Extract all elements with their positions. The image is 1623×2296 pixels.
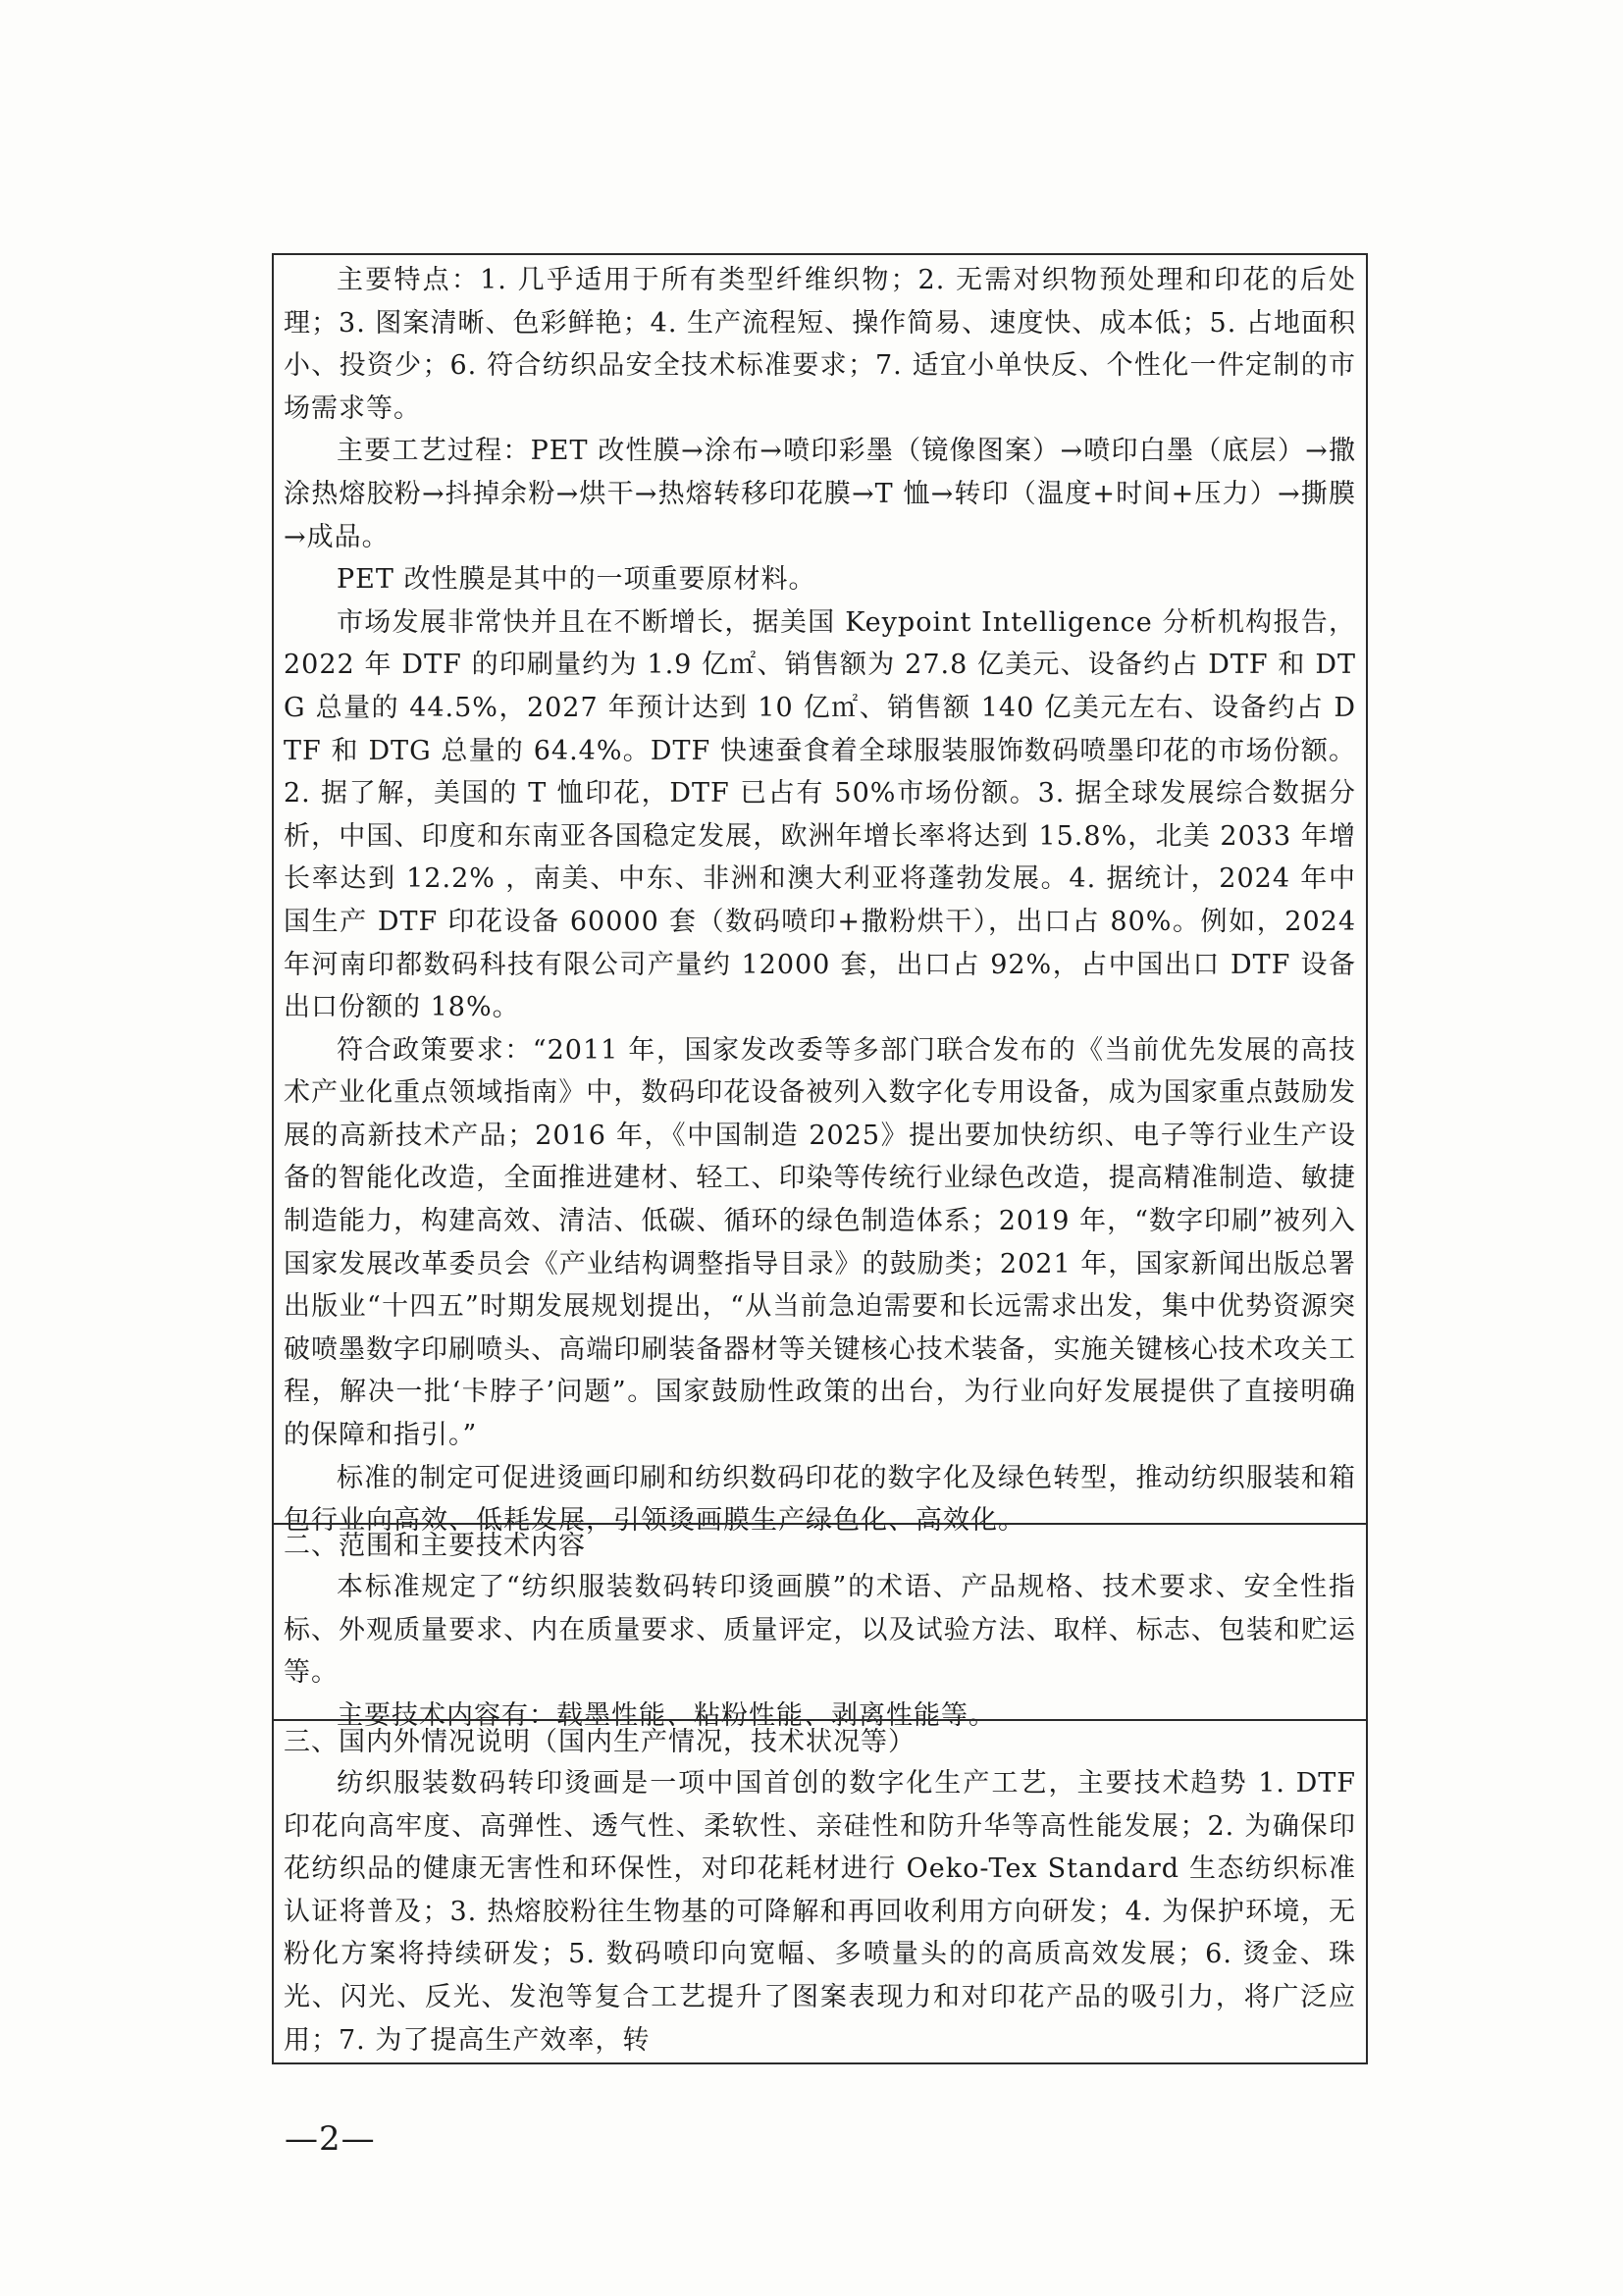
content-table xyxy=(272,253,1368,2064)
section-domestic-foreign xyxy=(274,1719,1366,2064)
standard-purpose-paragraph: 标准的制定可促进烫画印刷和纺织数码印花的数字化及绿色转型，推动纺织服装和箱包行业向高效、低耗发展，引领烫画膜生产绿色化、高效化。 xyxy=(284,1462,1356,1537)
process-paragraph: 主要工艺过程：PET 改性膜→涂布→喷印彩墨（镜像图案）→喷印白墨（底层）→撒涂热熔胶粉→抖掉余粉→烘干→热熔转移印花膜→T 恤→转印（温度+时间+压力）→撕膜→成品。 xyxy=(284,436,1356,552)
domestic-foreign-heading: 三、国内外情况说明（国内生产情况，技术状况等） xyxy=(284,1727,916,1757)
scope-paragraph: 本标准规定了“纺织服装数码转印烫画膜”的术语、产品规格、技术要求、安全性指标、外观质量要求、内在质量要求、质量评定，以及试验方法、取样、标志、包装和贮运等。 xyxy=(284,1572,1356,1689)
tech-content-paragraph: 主要技术内容有：载墨性能、粘粉性能、剥离性能等。 xyxy=(337,1699,996,1731)
pet-film-paragraph: PET 改性膜是其中的一项重要原材料。 xyxy=(337,564,816,596)
main-features-paragraph: 主要特点：1. 几乎适用于所有类型纤维织物；2. 无需对织物预处理和印花的后处理；3. 图案清晰、色彩鲜艳；4. 生产流程短、操作简易、速度快、成本低；5. 占地面积小、投资少；6. 符合纺织品安全技术标准要求；7. 适宜小单快反、个性化一件定制的市场需求等。 xyxy=(284,265,1356,424)
market-paragraph: 市场发展非常快并且在不断增长，据美国 Keypoint Intelligence 分析机构报告，2022 年 DTF 的印刷量约为 1.9 亿㎡、销售额为 27.8 亿美元、设备约占 DTF 和 DTG 总量的 44.5%，2027 年预计达到 10 亿㎡、销售额 140 亿美元左右、设备约占 DTF 和 DTG 总量的 64.4%。DTF 快速蚕食着全球服装服饰数码喷墨印花的市场份额。2. 据了解，美国的 T 恤印花，DTF 已占有 50%市场份额。3. 据全球发展综合数据分析，中国、印度和东南亚各国稳定发展，欧洲年增长率将达到 15.8%，北美 2033 年增长率达到 12.2% ，南美、中东、非洲和澳大利亚将蓬勃发展。4. 据统计，2024 年中国生产 DTF 印花设备 60000 套（数码喷印+撒粉烘干），出口占 80%。例如，2024 年河南印都数码科技有限公司产量约 12000 套，出口占 92%，占中国出口 DTF 设备出口份额的 18%。 xyxy=(284,606,1356,1023)
section-scope xyxy=(274,1523,1366,1731)
section-background xyxy=(274,255,1366,1537)
page-number: —2— xyxy=(285,2119,376,2159)
policy-paragraph: 符合政策要求：“2011 年，国家发改委等多部门联合发布的《当前优先发展的高技术产业化重点领域指南》中，数码印花设备被列入数字化专用设备，成为国家重点鼓励发展的高新技术产品；2016 年，《中国制造 2025》提出要加快纺织、电子等行业生产设备的智能化改造，全面推进建材、轻工、印染等传统行业绿色改造，提高精准制造、敏捷制造能力，构建高效、清洁、低碳、循环的绿色制造体系；2019 年，“数字印刷”被列入国家发展改革委员会《产业结构调整指导目录》的鼓励类；2021 年，国家新闻出版总署出版业“十四五”时期发展规划提出，“从当前急迫需要和长远需求出发，集中优势资源突破喷墨数字印刷喷头、高端印刷装备器材等关键核心技术装备，实施关键核心技术攻关工程，解决一批‘卡脖子’问题”。国家鼓励性政策的出台，为行业向好发展提供了直接明确的保障和指引。” xyxy=(284,1034,1356,1451)
trend-paragraph: 纺织服装数码转印烫画是一项中国首创的数字化生产工艺，主要技术趋势 1. DTF 印花向高牢度、高弹性、透气性、柔软性、亲硅性和防升华等高性能发展；2. 为确保印花纺织品的健康无害性和环保性，对印花耗材进行 Oeko-Tex Standard 生态纺织标准认证将普及；3. 热熔胶粉往生物基的可降解和再回收利用方向研发；4. 为保护环境，无粉化方案将持续研发；5. 数码喷印向宽幅、多喷量头的的高质高效发展；6. 烫金、珠光、闪光、反光、发泡等复合工艺提升了图案表现力和对印花产品的吸引力，将广泛应用；7. 为了提高生产效率，转 xyxy=(284,1768,1356,2056)
scope-heading: 二、范围和主要技术内容 xyxy=(284,1531,586,1561)
